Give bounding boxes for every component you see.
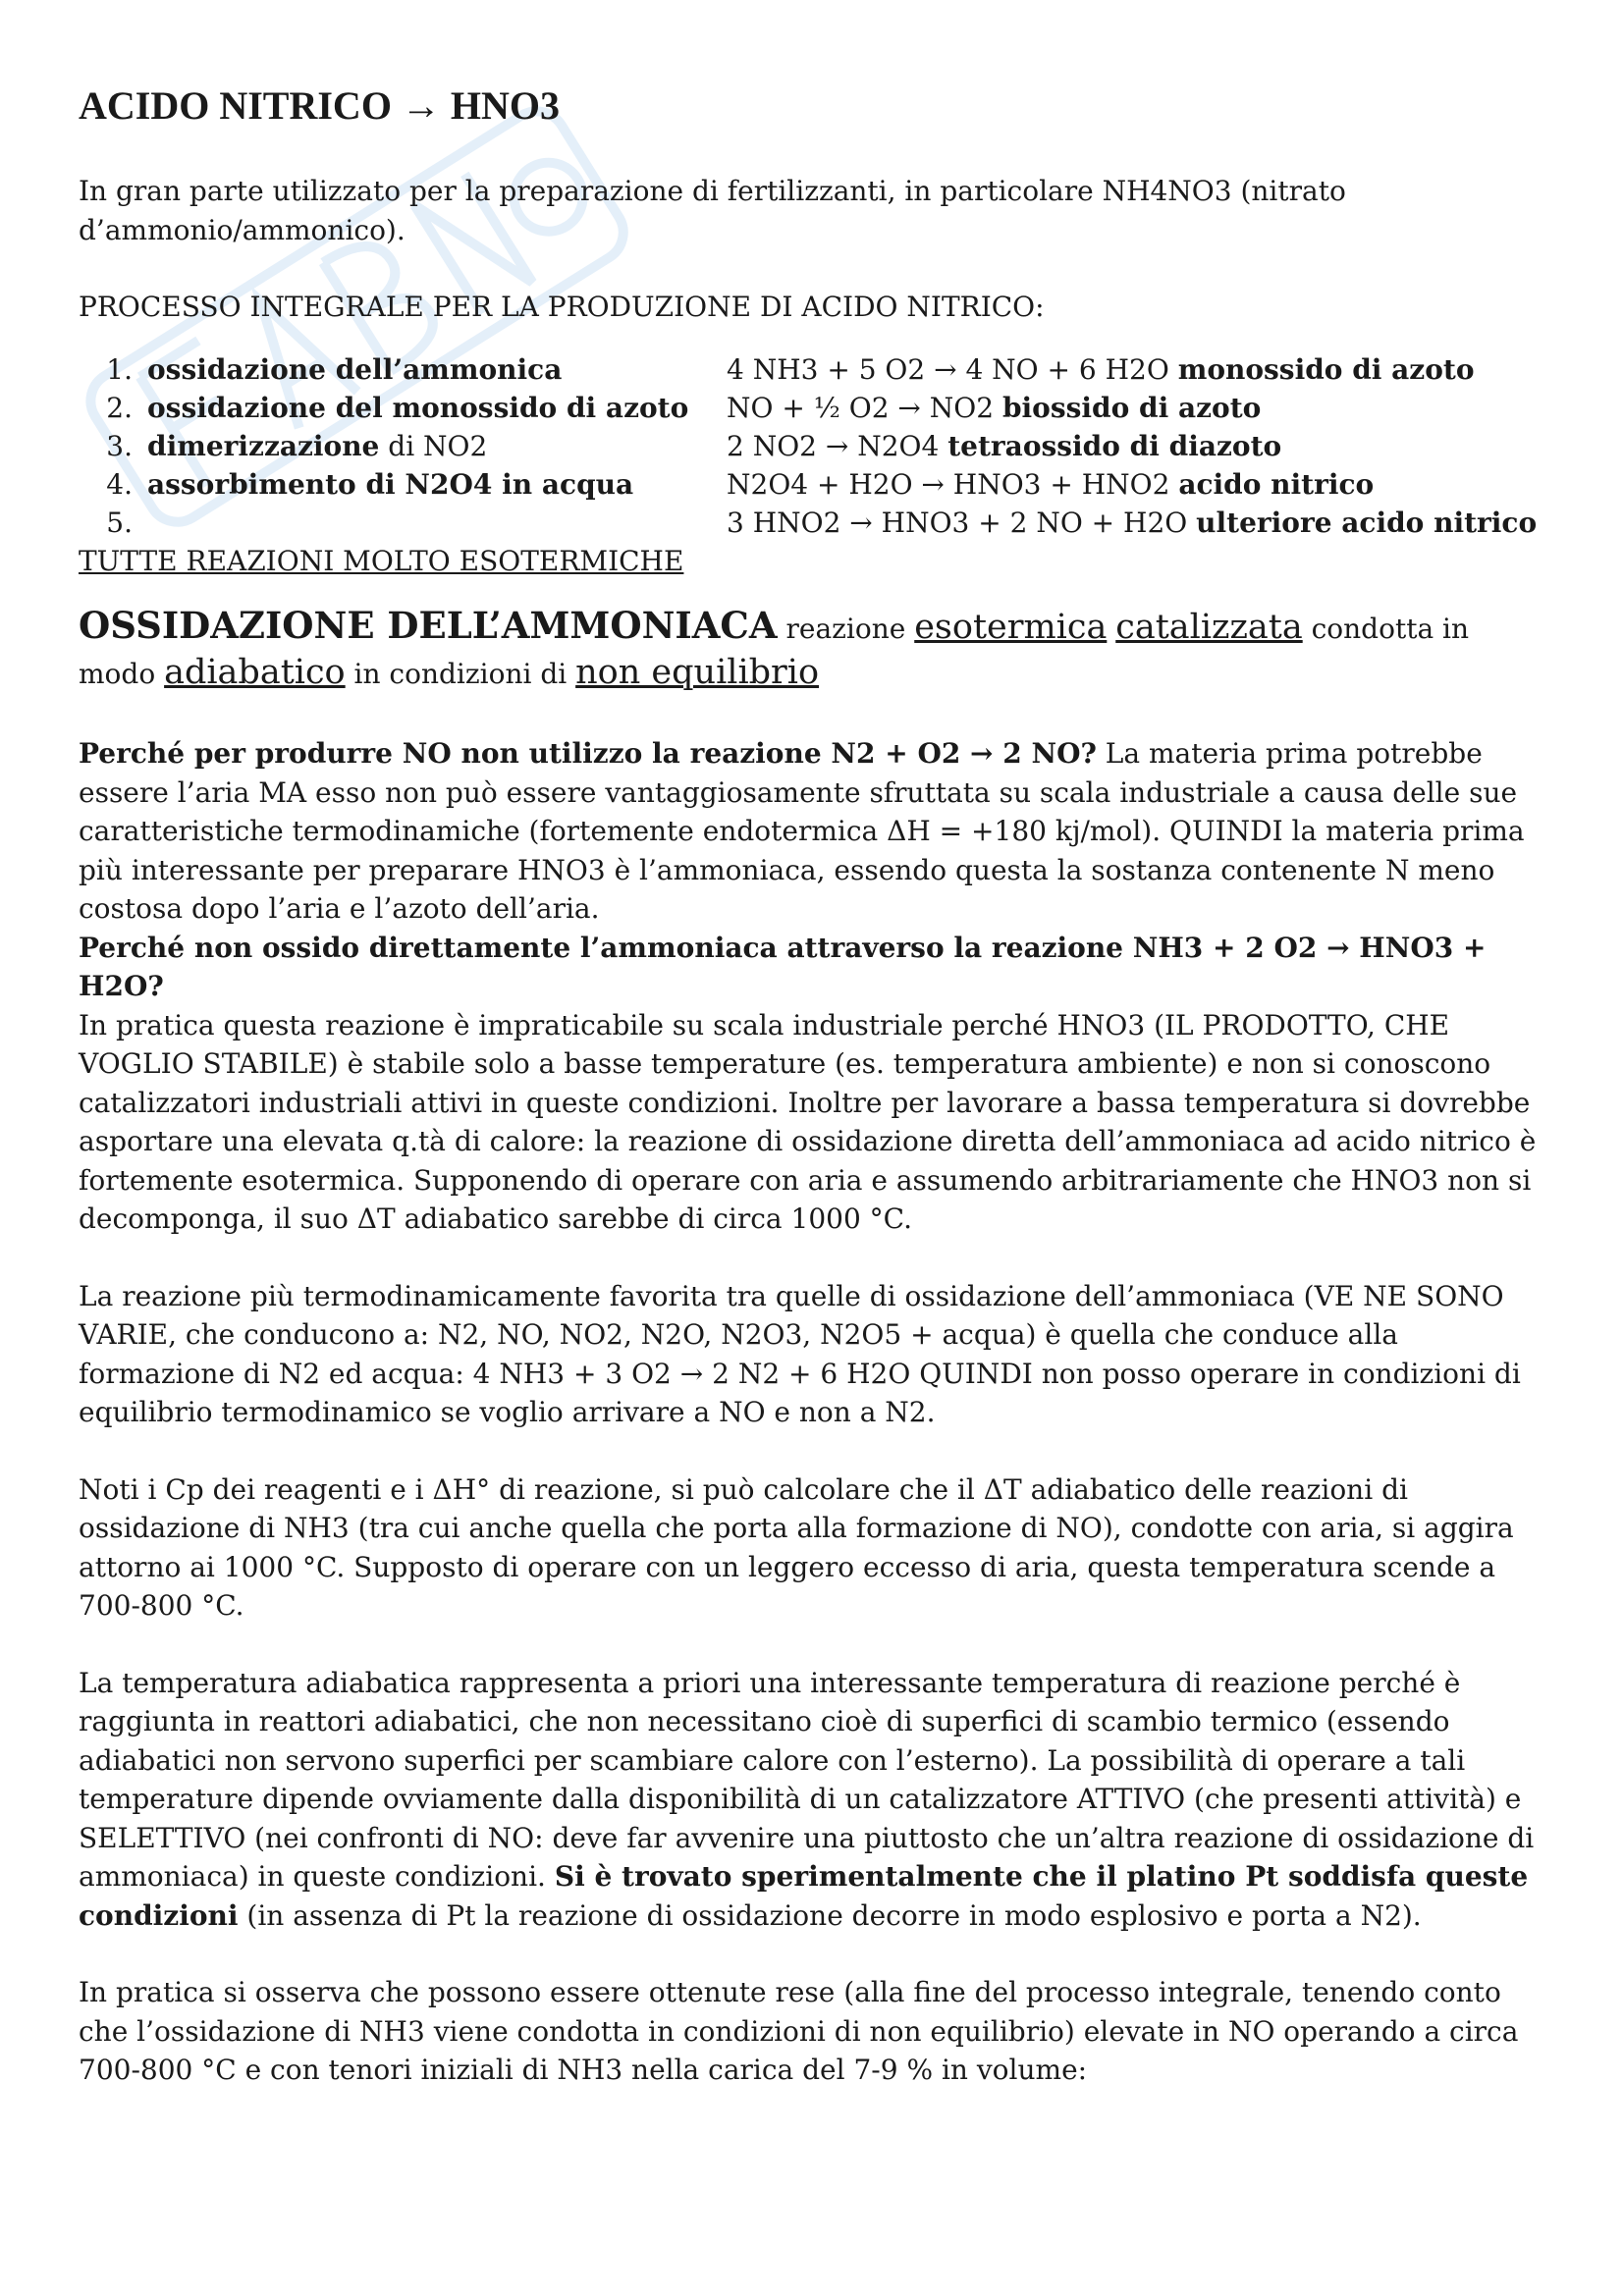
process-steps-list [79,350,1551,542]
reaction-equation: 2 NO2 → N2O4 tetraossido di diazoto [727,429,1282,462]
exothermic-note: TUTTE REAZIONI MOLTO ESOTERMICHE [79,544,684,577]
section-heading: OSSIDAZIONE DELL’AMMONIACA reazione esotermica catalizzata condotta in modo adiabatico in condizioni di non equilibrio [79,604,1470,692]
reaction-equation: N2O4 + H2O → HNO3 + HNO2 acido nitrico [727,467,1375,501]
document-title: ACIDO NITRICO → HNO3 [79,83,561,128]
process-heading: PROCESSO INTEGRALE PER LA PRODUZIONE DI ACIDO NITRICO: [79,291,1045,323]
reaction-equation: NO + ½ O2 → NO2 biossido di azoto [727,391,1262,424]
reaction-equation: 3 HNO2 → HNO3 + 2 NO + H2O ulteriore acido nitrico [727,506,1538,539]
process-step: 4. assorbimento di N2O4 in acqua N2O4 + H2O → HNO3 + HNO2 acido nitrico [79,465,1551,504]
document-page [79,79,1551,2090]
paragraph-adiabatic: Noti i Cp dei reagenti e i ΔH° di reazione, si può calcolare che il ΔT adiabatico delle reazioni di ossidazione di NH3 (tra cui anche quella che porta alla formazione di NO), condotte con aria, si aggira attorno ai 1000 °C. Supposto di operare con un leggero eccesso di aria, questa temperatura scende a 700-800 °C. [79,1472,1514,1622]
paragraph-yields: In pratica si osserva che possono essere ottenute rese (alla fine del processo integrale, tenendo conto che l’ossidazione di NH3 viene condotta in condizioni di non equilibrio) elevate in NO operando a circa 700-800 °C e con tenori iniziali di NH3 nella carica del 7-9 % in volume: [79,1976,1519,2086]
paragraph-direct-oxidation: In pratica questa reazione è impraticabile su scala industriale perché HNO3 (IL PRODOTTO, CHE VOGLIO STABILE) è stabile solo a basse temperature (es. temperatura ambiente) e non si conoscono catalizzatori industriali attivi in queste condizioni. Inoltre per lavorare a bassa temperatura si dovrebbe asportare una elevata q.tà di calore: la reazione di ossidazione diretta dell’ammoniaca ad acido nitrico è fortemente esotermica. Supponendo di operare con aria e assumendo arbitrariamente che HNO3 non si decomponga, il suo ΔT adiabatico sarebbe di circa 1000 °C. [79,1008,1537,1235]
paragraph-thermodynamics: La reazione più termodinamicamente favorita tra quelle di ossidazione dell’ammoniaca (VE NE SONO VARIE, che conducono a: N2, NO, NO2, N2O, N2O3, N2O5 + acqua) è quella che conduce alla formazione di N2 ed acqua: 4 NH3 + 3 O2 → 2 N2 + 6 H2O QUINDI non posso operare in condizioni di equilibrio termodinamico se voglio arrivare a NO e non a N2. [79,1279,1521,1428]
reaction-equation: 4 NH3 + 5 O2 → 4 NO + 6 H2O monossido di azoto [727,352,1475,386]
process-step: 3. dimerizzazione di NO2 2 NO2 → N2O4 tetraossido di diazoto [79,427,1551,465]
paragraph-no-reaction: Perché per produrre NO non utilizzo la reazione N2 + O2 → 2 NO? La materia prima potrebbe essere l’aria MA esso non può essere vantaggiosamente sfruttata su scala industriale a causa delle sue caratteristiche termodinamiche (fortemente endotermica ΔH = +180 kj/mol). QUINDI la materia prima più interessante per preparare HNO3 è l’ammoniaca, essendo questa la sostanza contenente N meno costosa dopo l’aria e l’azoto dell’aria. [79,737,1525,925]
process-step: 5. 3 HNO2 → HNO3 + 2 NO + H2O ulteriore acido nitrico [79,504,1551,542]
process-step: 2. ossidazione del monossido di azoto NO + ½ O2 → NO2 biossido di azoto [79,389,1551,427]
intro-paragraph: In gran parte utilizzato per la preparazione di fertilizzanti, in particolare NH4NO3 (nitrato d’ammonio/ammonico). [79,175,1346,246]
paragraph-catalyst: La temperatura adiabatica rappresenta a priori una interessante temperatura di reazione perché è raggiunta in reattori adiabatici, che non necessitano cioè di superfici di scambio termico (essendo adiabatici non servono superfici per scambiare calore con l’esterno). La possibilità di operare a tali temperature dipende ovviamente dalla disponibilità di un catalizzatore ATTIVO (che presenti attività) e SELETTIVO (nei confronti di NO: deve far avvenire una piuttosto che un’altra reazione di ossidazione di ammoniaca) in queste condizioni. Si è trovato sperimentalmente che il platino Pt soddisfa queste condizioni (in assenza di Pt la reazione di ossidazione decorre in modo esplosivo e porta a N2). [79,1666,1535,1932]
question-direct-oxidation: Perché non ossido direttamente l’ammoniaca attraverso la reazione NH3 + 2 O2 → HNO3 + H2O? [79,931,1487,1002]
process-step: 1. ossidazione dell’ammonica 4 NH3 + 5 O2 → 4 NO + 6 H2O monossido di azoto [79,350,1551,389]
